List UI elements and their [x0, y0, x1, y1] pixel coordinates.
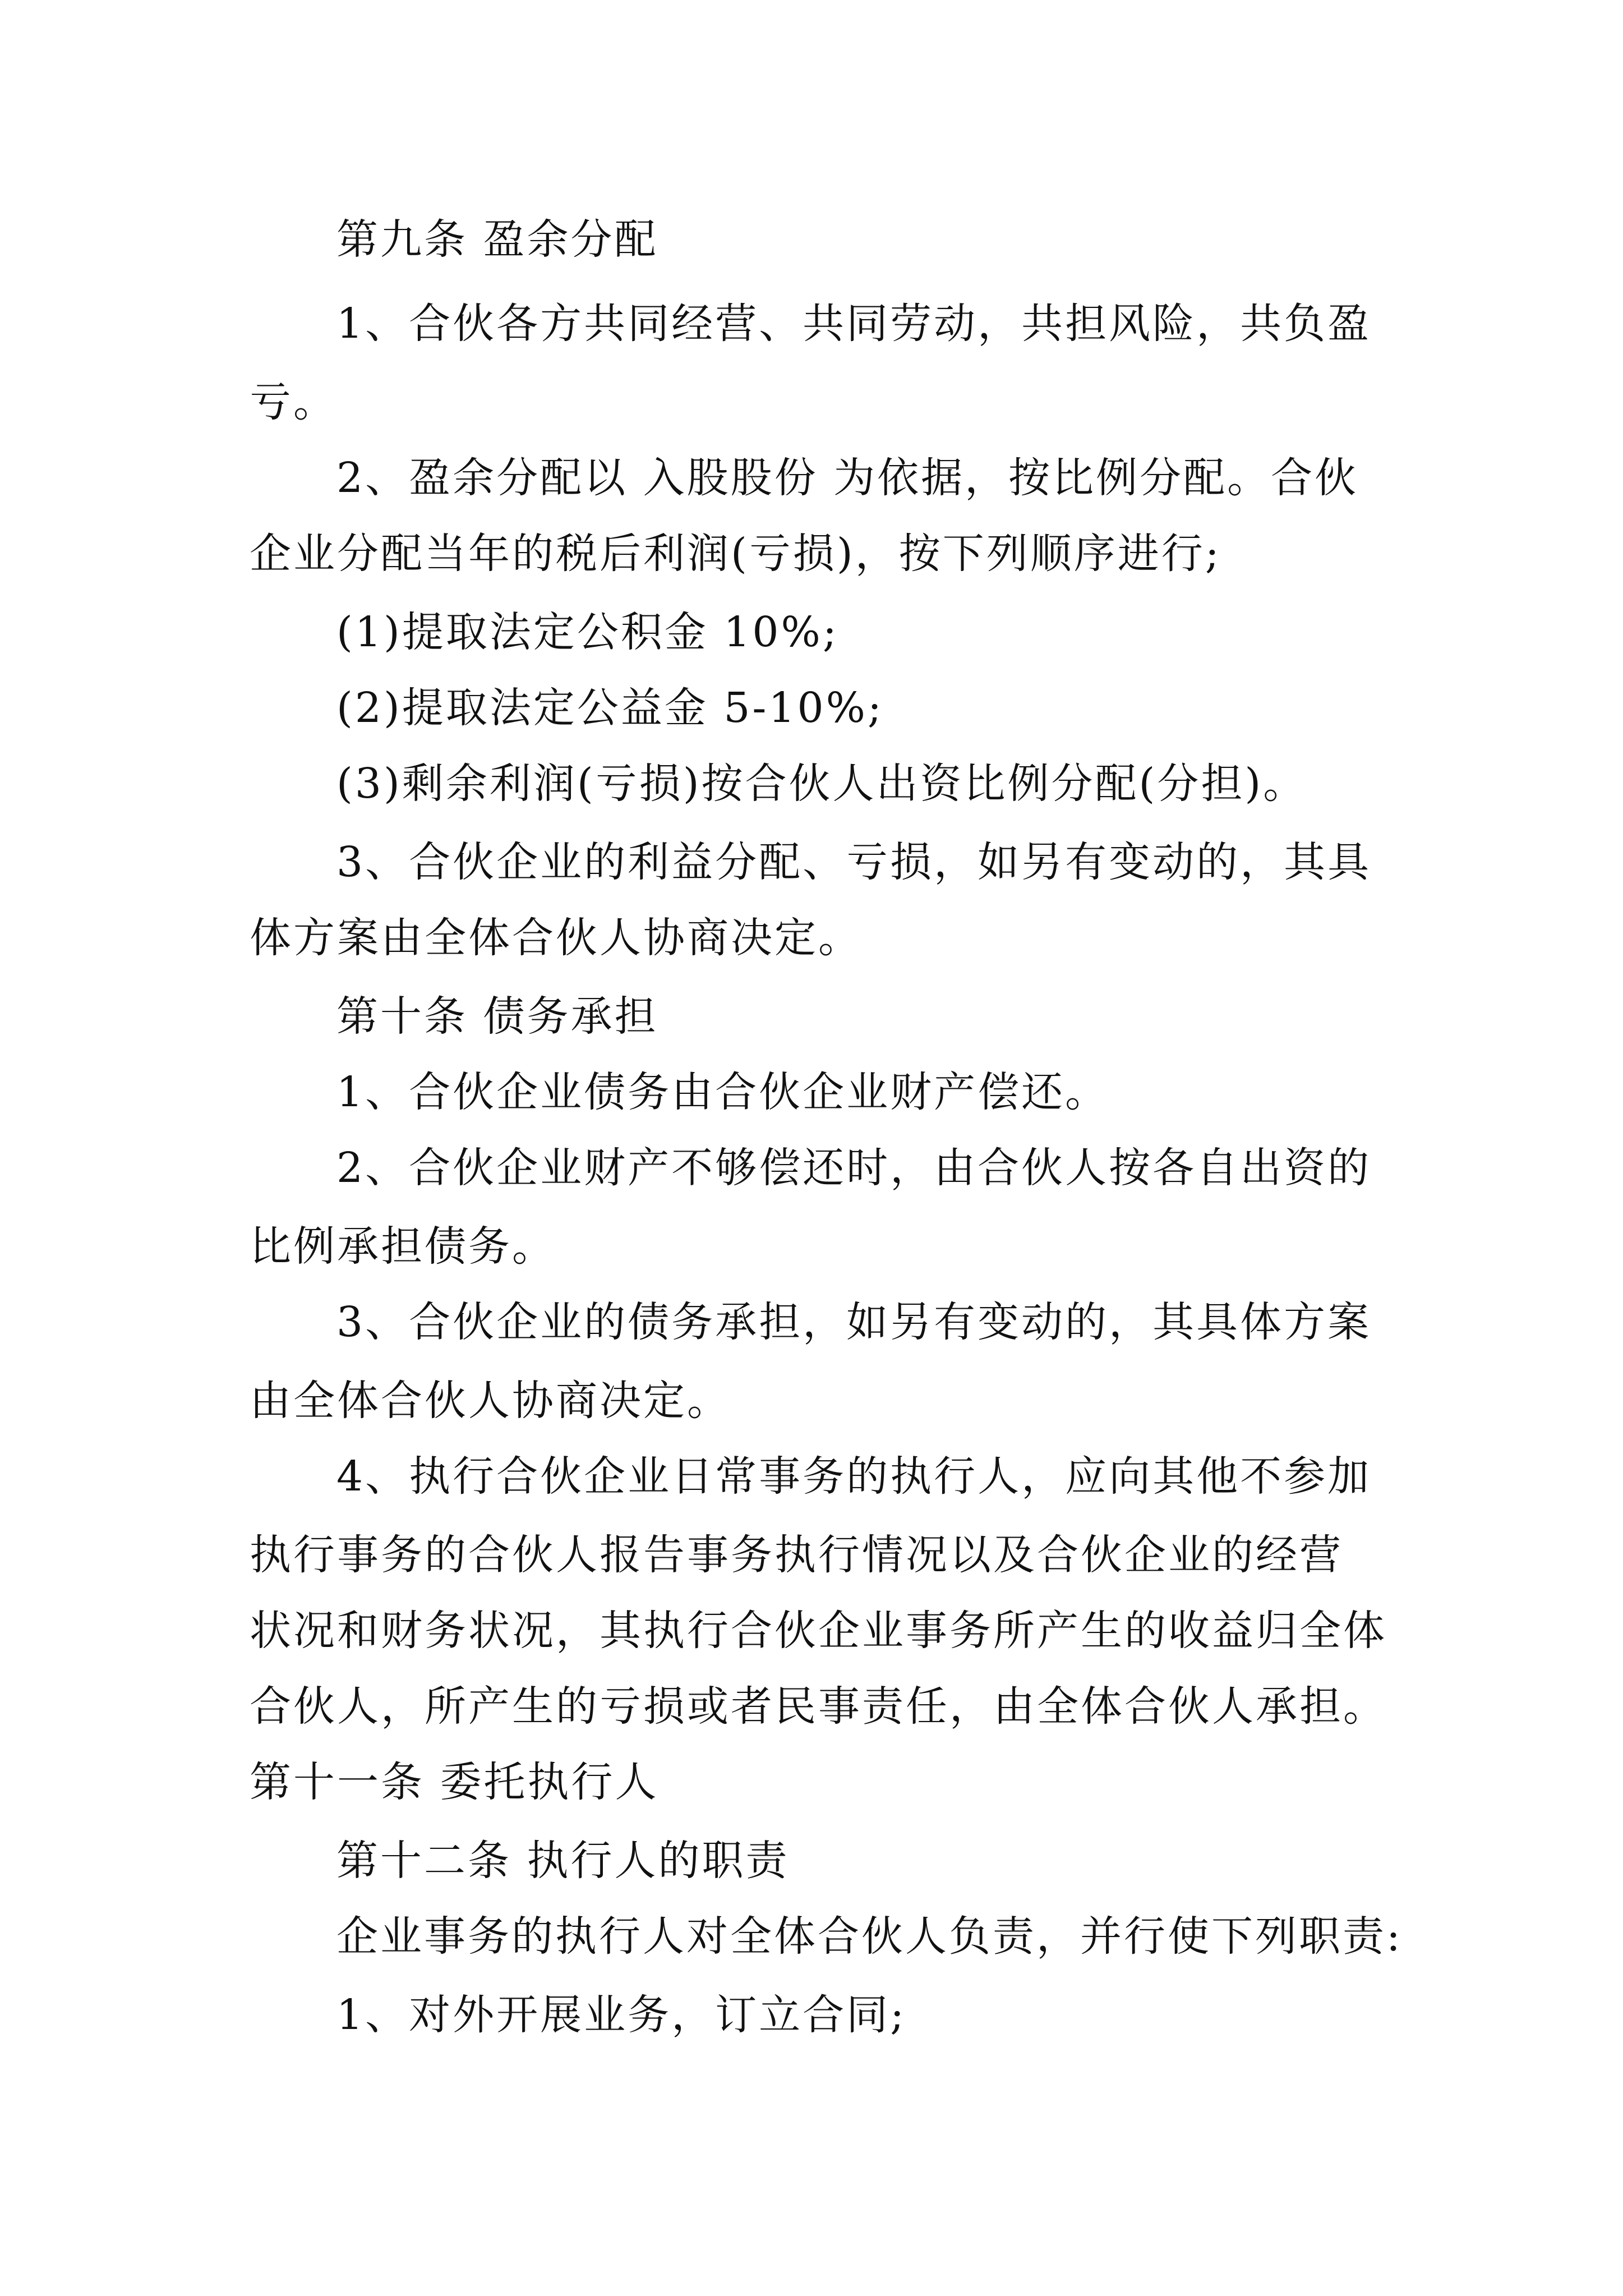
paragraph-line: 企业事务的执行人对全体合伙人负责，并行使下列职责:	[336, 1912, 1403, 1961]
article-12-heading: 第十二条 执行人的职责	[336, 1837, 790, 1885]
paragraph-line: 3、合伙企业的债务承担，如另有变动的，其具体方案	[336, 1298, 1372, 1346]
list-item: (1)提取法定公积金 10%;	[336, 608, 839, 656]
paragraph-line: 执行事务的合伙人报告事务执行情况以及合伙企业的经营	[250, 1531, 1343, 1579]
list-item: 1、对外开展业务，订立合同;	[336, 1991, 907, 2039]
paragraph-line: 2、盈余分配以 入股股份 为依据，按比例分配。合伙	[336, 454, 1359, 502]
paragraph-line: 比例承担债务。	[250, 1222, 556, 1271]
list-item: (2)提取法定公益金 5-10%;	[336, 684, 884, 732]
paragraph-line: 3、合伙企业的利益分配、亏损，如另有变动的，其具	[336, 838, 1372, 886]
paragraph-line: 由全体合伙人协商决定。	[250, 1377, 731, 1425]
paragraph-line: 2、合伙企业财产不够偿还时，由合伙人按各自出资的	[336, 1144, 1372, 1192]
article-10-heading: 第十条 债务承担	[336, 992, 658, 1041]
paragraph-line: 1、合伙企业债务由合伙企业财产偿还。	[336, 1068, 1109, 1116]
paragraph-line: 体方案由全体合伙人协商决定。	[250, 914, 862, 962]
paragraph-line: 状况和财务状况，其执行合伙企业事务所产生的收益归全体	[250, 1607, 1387, 1655]
article-11-heading: 第十一条 委托执行人	[250, 1758, 659, 1806]
paragraph-line: 4、执行合伙企业日常事务的执行人，应向其他不参加	[336, 1452, 1372, 1501]
paragraph-line: 合伙人，所产生的亏损或者民事责任，由全体合伙人承担。	[250, 1682, 1387, 1731]
paragraph-line: 亏。	[250, 378, 337, 426]
list-item: (3)剩余利润(亏损)按合伙人出资比例分配(分担)。	[336, 760, 1307, 808]
article-9-heading: 第九条 盈余分配	[336, 215, 658, 264]
paragraph-line: 企业分配当年的税后利润(亏损)，按下列顺序进行;	[250, 530, 1221, 578]
paragraph-line: 1、合伙各方共同经营、共同劳动，共担风险，共负盈	[336, 300, 1372, 348]
